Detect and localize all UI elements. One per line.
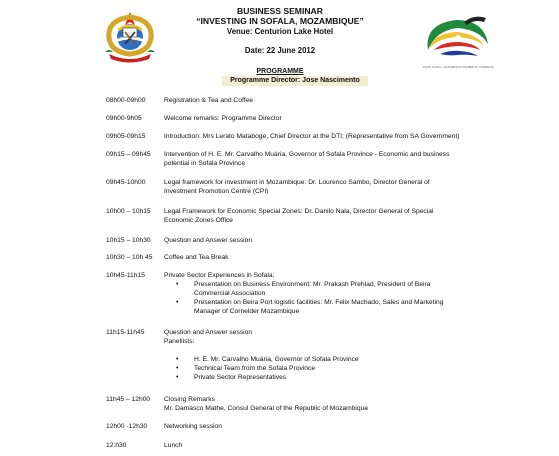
speaker-list-item: • Presentation on Business Environment: Mr. Prakash Prehlad, President of Beira Commercial Association (164, 280, 464, 298)
schedule-item: Question and Answer session (164, 329, 253, 336)
speaker-list-item: • Presentation on Beira Port logistic facilities: Mr. Felix Machado, Sales and Marketing Manager of Cornelder Mozambique (164, 298, 464, 316)
schedule-item: Coffee and Tea Break (164, 254, 229, 261)
schedule-item: Welcome remarks: Programme Director (164, 115, 282, 122)
schedule-item: Lunch (164, 442, 183, 449)
schedule-time: 09h15 – 09h45 (106, 151, 151, 158)
schedule-time: 12:h30 (106, 442, 127, 449)
chamber-logo-graphic (420, 10, 496, 66)
chamber-logo-caption: SOUTH AFRICA – MOZAMBIQUE CHAMBER OF COMMERCE (422, 66, 494, 69)
schedule-time: 09h45-10h00 (106, 179, 146, 186)
panellist-list-item: • H. E. Mr. Carvalho Muária, Governor of Sofala Province (164, 355, 464, 364)
panellist-list-item: • Technical Team from the Sofala Province (164, 364, 464, 373)
schedule-time: 09h00-9h05 (106, 115, 142, 122)
schedule-item-group (164, 395, 484, 413)
seminar-date: Date: 22 June 2012 (244, 46, 316, 55)
programme-heading: PROGRAMME (256, 68, 304, 75)
schedule-time: 12h00 -12h30 (106, 423, 148, 430)
schedule-item-group (164, 271, 464, 316)
schedule-time: 11h45 – 12h00 (106, 396, 151, 403)
schedule-item: Registration & Tea and Coffee (164, 97, 253, 104)
panellist-list-item: • Private Sector Representatives (164, 373, 464, 382)
panellist-list (164, 355, 464, 382)
schedule-time: 08h00-09h00 (106, 97, 146, 104)
schedule-time: 10h00 – 10h15 (106, 208, 151, 215)
seminar-title: BUSINESS SEMINAR (237, 6, 323, 16)
chamber-of-commerce-logo (420, 10, 496, 76)
seminar-venue: Venue: Centurion Lake Hotel (226, 27, 334, 36)
schedule-item-group (164, 328, 464, 382)
programme-director: Programme Director: Jose Nascimento (222, 76, 368, 86)
schedule-item: Question and Answer session (164, 237, 253, 244)
schedule-item: Closing Remarks (164, 396, 215, 403)
schedule-item-detail: Mr. Damasco Mathe, Consul General of the Republic of Mozambique (164, 405, 369, 412)
schedule-time: 11h15-11h45 (106, 329, 145, 336)
seminar-subtitle: “INVESTING IN SOFALA, MOZAMBIQUE” (196, 16, 364, 26)
schedule-item: Private Sector Experiences in Sofala: (164, 272, 275, 279)
schedule-item: Networking session (164, 423, 222, 430)
schedule-time: 10h45-11h15 (106, 272, 145, 279)
speaker-list (164, 280, 464, 316)
schedule-item: Legal Framework for Economic Special Zones: Dr. Danilo Nala, Director General of Special Economic Zones Office (164, 208, 434, 224)
schedule-item: Introduction: Mrs Lerato Mataboge, Chief Director at the DTI; (Representative from SA Government) (164, 133, 460, 140)
schedule-item: Legal framework for investment in Mozambique: Dr. Lourenco Sambo, Director General of Investment Promotion Centre (CPI) (164, 179, 430, 195)
schedule-item: Intervention of H. E. Mr. Carvalho Muária, Governor of Sofala Province - Economic and business potential in Sofala Province (164, 151, 450, 167)
schedule-item-subheading: Panellists: (164, 338, 195, 345)
schedule-time: 09h05-09h15 (106, 133, 146, 140)
mozambique-emblem-logo (101, 8, 159, 64)
schedule-time: 10h30 – 10h 45 (106, 254, 153, 261)
schedule-time: 10h15 – 10h30 (106, 237, 151, 244)
